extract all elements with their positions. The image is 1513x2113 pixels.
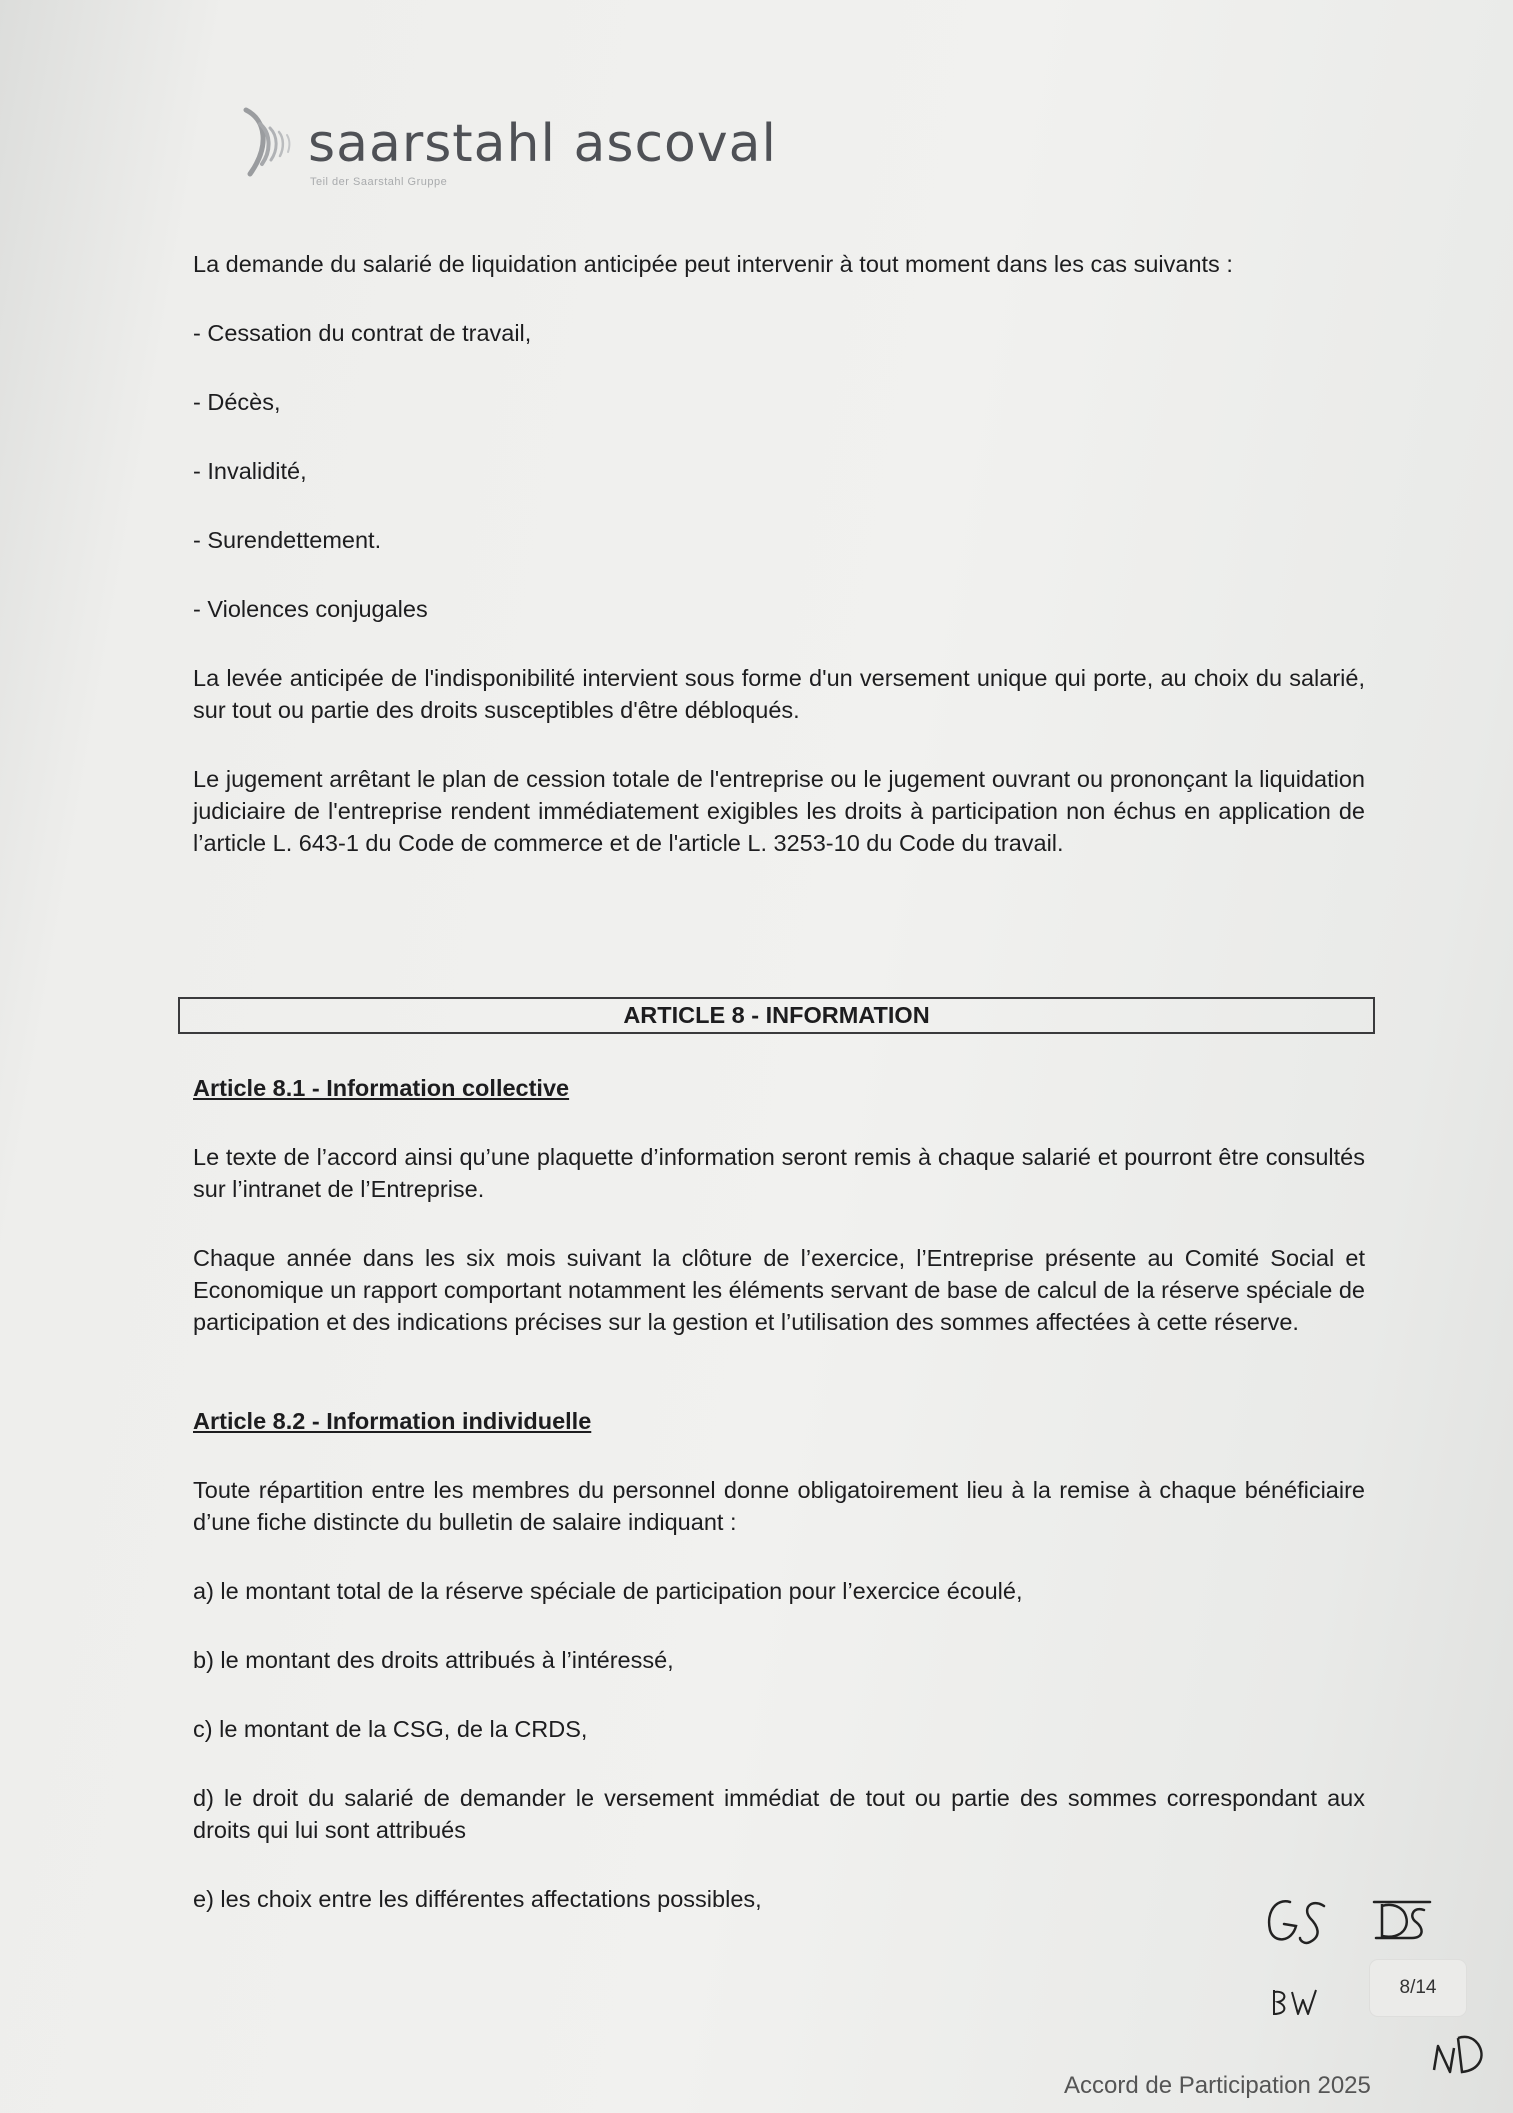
case-item: - Décès, [193,389,281,415]
section-8-1-paragraph-1: Le texte de l’accord ainsi qu’une plaquette d’information seront remis à chaque salarié et pourront être consultés sur l’intranet de l’Entreprise. [193,1144,1365,1202]
intro-paragraph: La demande du salarié de liquidation anticipée peut intervenir à tout moment dans les cas suivants : [193,251,1233,277]
logo-text: saarstahl ascoval [308,114,777,174]
logo-swoosh-icon [240,106,300,178]
signature-initials-nd [1428,2026,1490,2088]
case-item: - Invalidité, [193,458,307,484]
section-8-2-title: Article 8.2 - Information individuelle [193,1408,592,1434]
info-list-item: b) le montant des droits attribués à l’intéressé, [193,1647,674,1673]
article-8-heading: ARTICLE 8 - INFORMATION [178,997,1375,1034]
paragraph-jugement: Le jugement arrêtant le plan de cession totale de l'entreprise ou le jugement ouvrant ou prononçant la liquidation judiciaire de l'entreprise rendent immédiatement exigibles les droits à participation non échus en application de l’article L. 643-1 du Code de commerce et de l'article L. 3253-10 du Code du travail. [193,766,1365,856]
paragraph-levee: La levée anticipée de l'indisponibilité intervient sous forme d'un versement unique qui porte, au choix du salarié, sur tout ou partie des droits susceptibles d'être débloqués. [193,665,1365,723]
footer-document-title: Accord de Participation 2025 [1064,2072,1371,2099]
case-item: - Violences conjugales [193,596,428,622]
section-8-1-title: Article 8.1 - Information collective [193,1075,570,1101]
info-list-item: d) le droit du salarié de demander le versement immédiat de tout ou partie des sommes correspondant aux droits qui lui sont attribués [193,1785,1365,1843]
section-8-1-paragraph-2: Chaque année dans les six mois suivant la clôture de l’exercice, l’Entreprise présente au Comité Social et Economique un rapport comportant notamment les éléments servant de base de calcul de la réserve spéciale de participation et des indications précises sur la gestion et l’utilisation des sommes affectées à cette réserve. [193,1245,1365,1335]
signature-initials-gs [1262,1892,1332,1952]
case-item: - Cessation du contrat de travail, [193,320,532,346]
case-item: - Surendettement. [193,527,382,553]
info-list-item: c) le montant de la CSG, de la CRDS, [193,1716,588,1742]
page-number: 8/14 [1370,1960,1466,2016]
logo-tagline: Teil der Saarstahl Gruppe [310,176,448,188]
info-list-item: a) le montant total de la réserve spéciale de participation pour l’exercice écoulé, [193,1578,1023,1604]
section-8-2-paragraph: Toute répartition entre les membres du personnel donne obligatoirement lieu à la remise à chaque bénéficiaire d’une fiche distincte du bulletin de salaire indiquant : [193,1477,1365,1535]
signature-initials-bw [1270,1984,1320,2020]
signature-initials-ds [1368,1896,1438,1946]
info-list-item: e) les choix entre les différentes affectations possibles, [193,1886,762,1912]
